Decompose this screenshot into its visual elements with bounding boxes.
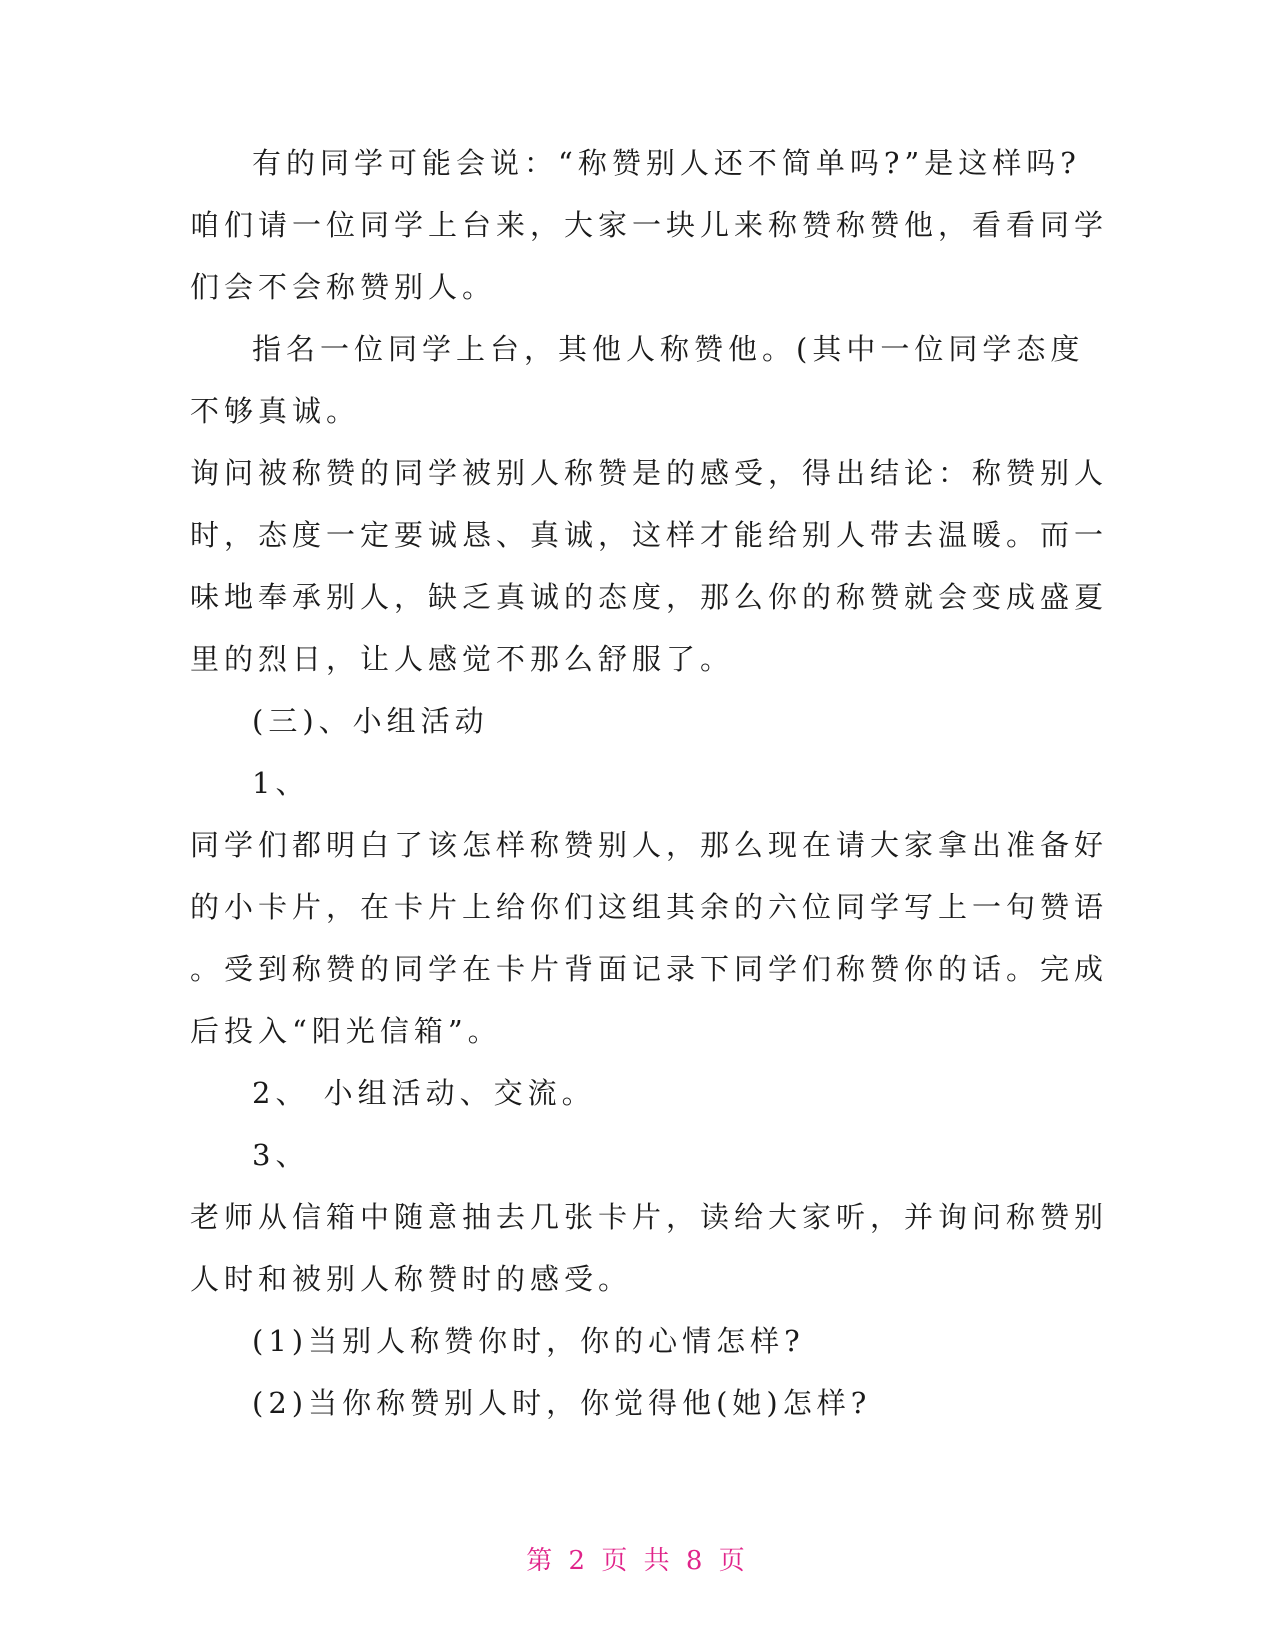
- paragraph-line: 后投入“阳光信箱”。: [190, 1014, 502, 1048]
- paragraph-line: 的小卡片，在卡片上给你们这组其余的六位同学写上一句赞语: [190, 890, 1109, 924]
- paragraph-line: 询问被称赞的同学被别人称赞是的感受，得出结论：称赞别人: [190, 456, 1109, 490]
- paragraph-line: 里的烈日，让人感觉不那么舒服了。: [190, 642, 735, 676]
- paragraph-line: 味地奉承别人，缺乏真诚的态度，那么你的称赞就会变成盛夏: [190, 580, 1109, 614]
- paragraph-line: 人时和被别人称赞时的感受。: [190, 1262, 633, 1296]
- question-item: (2)当你称赞别人时，你觉得他(她)怎样?: [252, 1386, 872, 1420]
- list-number: 1、: [252, 766, 310, 800]
- paragraph-line: 们会不会称赞别人。: [190, 270, 497, 304]
- paragraph-line: 老师从信箱中随意抽去几张卡片，读给大家听，并询问称赞别: [190, 1200, 1109, 1234]
- paragraph-line: 指名一位同学上台，其他人称赞他。(其中一位同学态度: [252, 332, 1085, 366]
- section-heading: (三)、小组活动: [252, 704, 489, 738]
- list-number: 3、: [252, 1138, 310, 1172]
- paragraph-line: 时，态度一定要诚恳、真诚，这样才能给别人带去温暖。而一: [190, 518, 1109, 552]
- paragraph-line: 同学们都明白了该怎样称赞别人，那么现在请大家拿出准备好: [190, 828, 1109, 862]
- question-item: (1)当别人称赞你时，你的心情怎样?: [252, 1324, 805, 1358]
- paragraph-line: 咱们请一位同学上台来，大家一块儿来称赞称赞他，看看同学: [190, 208, 1109, 242]
- paragraph-line: 不够真诚。: [190, 394, 361, 428]
- paragraph-line: 。受到称赞的同学在卡片背面记录下同学们称赞你的话。完成: [190, 952, 1109, 986]
- page-footer: 第 2 页 共 8 页: [526, 1546, 749, 1576]
- paragraph-line: 有的同学可能会说：“称赞别人还不简单吗?”是这样吗?: [252, 146, 1081, 180]
- list-item: 2、 小组活动、交流。: [252, 1076, 596, 1110]
